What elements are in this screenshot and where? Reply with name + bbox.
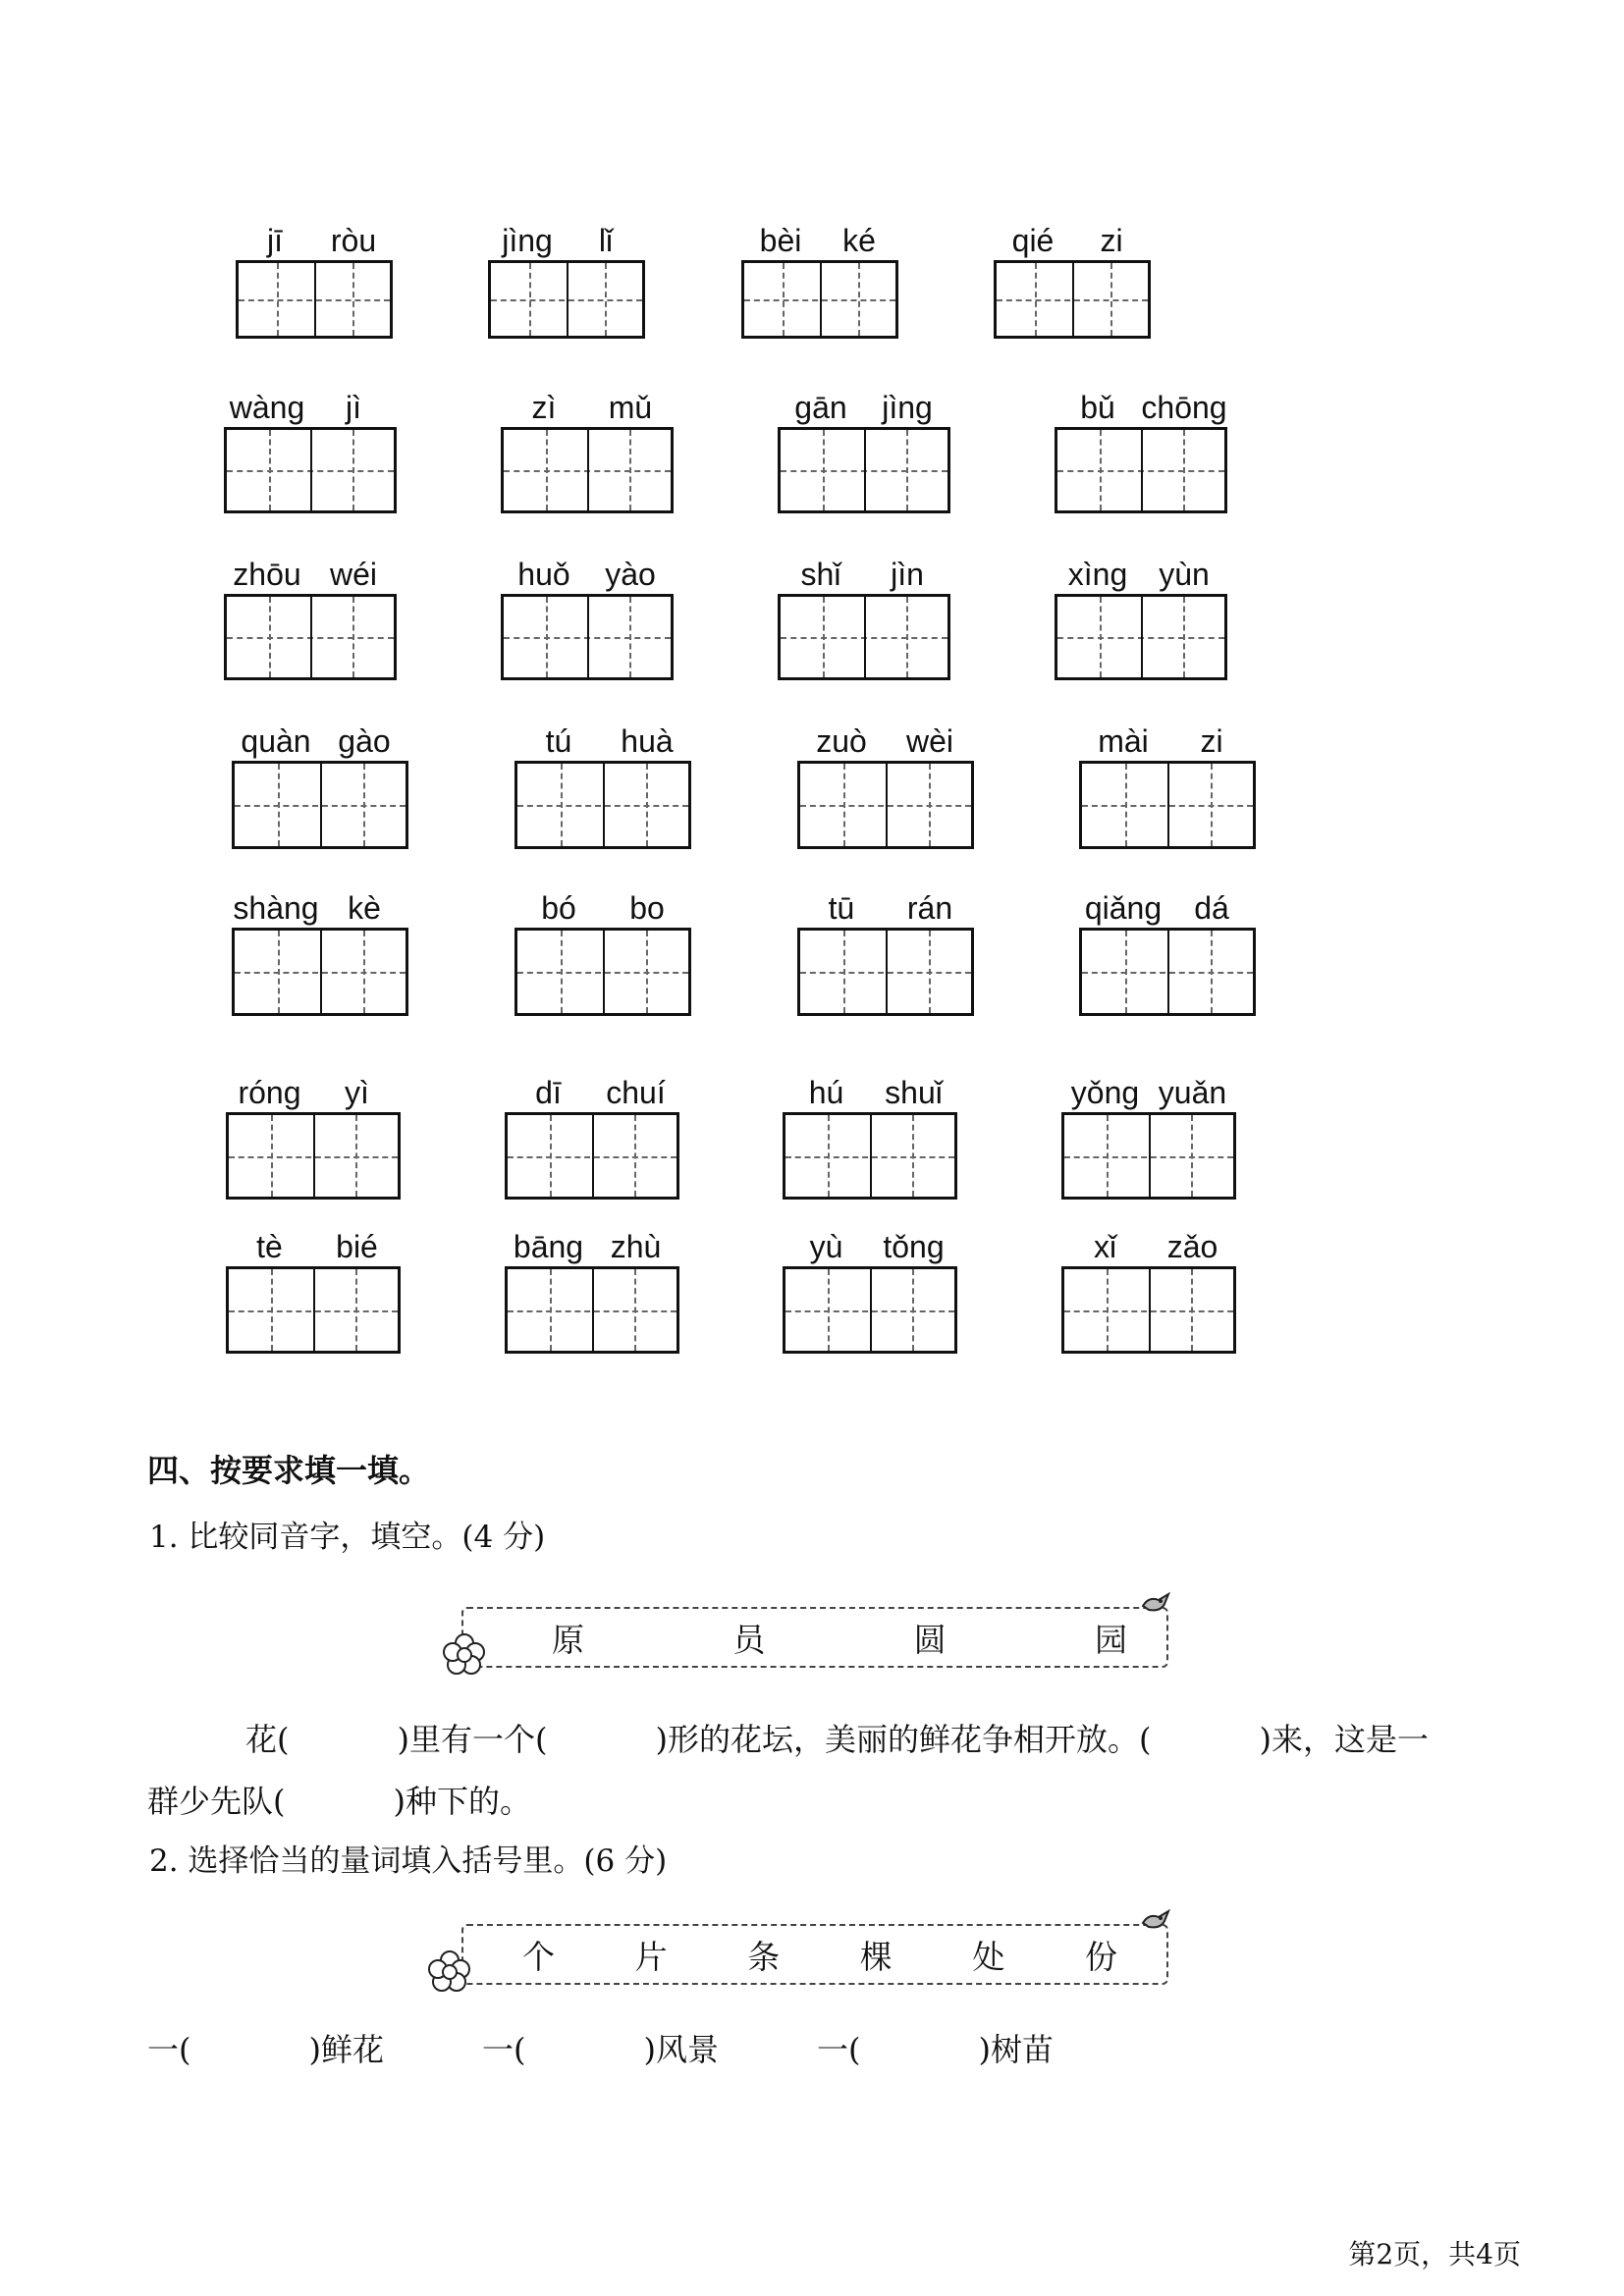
pinyin-syllable: zi (1200, 723, 1223, 759)
pinyin-syllable: hú (808, 1075, 844, 1110)
pinyin-syllable: ròu (330, 223, 377, 258)
text-fragment: )鲜花 (308, 2031, 384, 2068)
page-footer: 第2页，共4页 (1348, 2238, 1521, 2270)
pinyin-syllable: dá (1194, 890, 1229, 926)
tianzige-grid[interactable] (1055, 594, 1227, 680)
pinyin-syllable: zuò (816, 723, 867, 759)
pinyin-word (1061, 1073, 1236, 1210)
pinyin-syllable: jìng (502, 223, 553, 258)
pinyin-syllable: mǔ (608, 390, 653, 425)
text-fragment: 一( (147, 2031, 191, 2068)
question-2-label: 2. 选择恰当的量词填入括号里。(6 分) (149, 1843, 668, 1879)
pinyin-syllable: róng (238, 1075, 301, 1110)
text-fragment: 一( (817, 2031, 861, 2068)
option-character: 个 (522, 1937, 555, 1976)
pinyin-syllable: lǐ (598, 223, 614, 258)
pinyin-word (505, 1227, 679, 1364)
tianzige-grid[interactable] (505, 1266, 679, 1354)
text-fragment: )风景 (643, 2031, 719, 2068)
pinyin-syllable: bèi (759, 223, 802, 258)
pinyin-syllable: tū (828, 890, 855, 926)
pinyin-word (488, 221, 645, 358)
option-character: 园 (1094, 1620, 1127, 1659)
pinyin-word (1079, 721, 1256, 859)
homophone-box (461, 1607, 1168, 1668)
pinyin-word (514, 888, 691, 1026)
pinyin-syllable: yùn (1159, 557, 1210, 592)
flower-icon (442, 1631, 487, 1677)
tianzige-grid[interactable] (514, 761, 691, 849)
text-fragment: )树苗 (978, 2031, 1054, 2068)
text-fragment: )里有一个( (397, 1721, 548, 1758)
pinyin-syllable: zi (1100, 223, 1123, 258)
pinyin-syllable: zǎo (1166, 1229, 1218, 1264)
pinyin-syllable: huǒ (517, 557, 570, 592)
pinyin-syllable: rán (906, 890, 953, 926)
text-fragment: 一( (482, 2031, 526, 2068)
tianzige-grid[interactable] (226, 1266, 401, 1354)
pinyin-word (1079, 888, 1256, 1026)
pinyin-syllable: chuí (606, 1075, 666, 1110)
pinyin-syllable: zhōu (233, 557, 301, 592)
option-character: 原 (552, 1620, 584, 1659)
pinyin-syllable: wàng (229, 390, 305, 425)
pinyin-word (778, 388, 950, 525)
pinyin-syllable: shàng (233, 890, 319, 926)
pinyin-syllable: jì (346, 390, 361, 425)
section-title: 四、按要求填一填。 (147, 1452, 431, 1489)
tianzige-grid[interactable] (1055, 427, 1227, 513)
tianzige-grid[interactable] (232, 761, 408, 849)
pinyin-syllable: ké (842, 223, 876, 258)
tianzige-grid[interactable] (797, 761, 974, 849)
pinyin-word (1055, 388, 1227, 525)
tianzige-grid[interactable] (224, 594, 397, 680)
pinyin-word (797, 888, 974, 1026)
tianzige-grid[interactable] (741, 260, 898, 339)
pinyin-word (501, 555, 674, 692)
tianzige-grid[interactable] (994, 260, 1151, 339)
bird-icon (1139, 1590, 1172, 1616)
pinyin-syllable: mài (1098, 723, 1149, 759)
pinyin-syllable: wéi (329, 557, 377, 592)
option-character: 处 (972, 1937, 1005, 1976)
pinyin-word (783, 1073, 957, 1210)
pinyin-word (232, 721, 408, 859)
tianzige-grid[interactable] (236, 260, 393, 339)
pinyin-syllable: gào (338, 723, 391, 759)
pinyin-syllable: quàn (241, 723, 311, 759)
tianzige-grid[interactable] (1061, 1266, 1236, 1354)
pinyin-syllable: tǒng (883, 1229, 945, 1264)
pinyin-syllable: yù (809, 1229, 843, 1264)
pinyin-syllable: tú (545, 723, 572, 759)
pinyin-syllable: qiǎng (1084, 890, 1163, 926)
pinyin-syllable: yuǎn (1158, 1075, 1227, 1110)
pinyin-word (778, 555, 950, 692)
pinyin-syllable: yǒng (1070, 1075, 1140, 1110)
pinyin-word (1061, 1227, 1236, 1364)
pinyin-syllable: yào (605, 557, 656, 592)
text-fragment: 花( (245, 1721, 290, 1758)
pinyin-word (797, 721, 974, 859)
tianzige-grid[interactable] (488, 260, 645, 339)
pinyin-word (501, 388, 674, 525)
tianzige-grid[interactable] (232, 928, 408, 1016)
pinyin-syllable: jī (267, 223, 283, 258)
pinyin-syllable: huà (621, 723, 674, 759)
pinyin-word (994, 221, 1151, 358)
pinyin-word (236, 221, 393, 358)
option-character: 员 (732, 1620, 766, 1659)
pinyin-word (505, 1073, 679, 1210)
text-fragment: )形的花坛，美丽的鲜花争相开放。( (655, 1721, 1152, 1758)
pinyin-word (226, 1073, 401, 1210)
tianzige-grid[interactable] (224, 427, 397, 513)
pinyin-syllable: yì (345, 1075, 369, 1110)
tianzige-grid[interactable] (783, 1112, 957, 1200)
text-fragment: )来，这是一 (1259, 1721, 1429, 1758)
pinyin-word (232, 888, 408, 1026)
pinyin-syllable: bo (629, 890, 665, 926)
pinyin-word (741, 221, 898, 358)
pinyin-syllable: bié (336, 1229, 378, 1264)
q1-line-2 (147, 1777, 531, 1822)
pinyin-syllable: xǐ (1093, 1229, 1117, 1264)
flower-icon (427, 1949, 472, 1994)
pinyin-syllable: xìng (1067, 557, 1128, 592)
tianzige-grid[interactable] (797, 928, 974, 1016)
pinyin-syllable: jìn (891, 557, 924, 592)
option-character: 圆 (913, 1620, 947, 1659)
pinyin-syllable: tè (256, 1229, 283, 1264)
tianzige-grid[interactable] (783, 1266, 957, 1354)
tianzige-grid[interactable] (514, 928, 691, 1016)
tianzige-grid[interactable] (778, 427, 950, 513)
pinyin-syllable: zhù (610, 1229, 662, 1264)
tianzige-grid[interactable] (1061, 1112, 1236, 1200)
pinyin-word (783, 1227, 957, 1364)
pinyin-syllable: shuǐ (885, 1075, 943, 1110)
pinyin-syllable: kè (348, 890, 381, 926)
pinyin-word (1055, 555, 1227, 692)
pinyin-syllable: qié (1011, 223, 1055, 258)
pinyin-syllable: shǐ (800, 557, 841, 592)
tianzige-grid[interactable] (1079, 928, 1256, 1016)
pinyin-word (224, 555, 397, 692)
pinyin-word (226, 1227, 401, 1364)
pinyin-syllable: wèi (905, 723, 953, 759)
tianzige-grid[interactable] (501, 594, 674, 680)
pinyin-syllable: bāng (513, 1229, 584, 1264)
pinyin-word (514, 721, 691, 859)
pinyin-syllable: gān (794, 390, 847, 425)
pinyin-syllable: dī (535, 1075, 562, 1110)
option-character: 份 (1084, 1937, 1117, 1976)
pinyin-syllable: bǔ (1080, 390, 1115, 425)
pinyin-syllable: chōng (1141, 390, 1227, 425)
q2-line (147, 2025, 1054, 2070)
question-1-label: 1. 比较同音字，填空。(4 分) (149, 1520, 546, 1555)
tianzige-grid[interactable] (226, 1112, 401, 1200)
measure-word-box (461, 1924, 1168, 1985)
tianzige-grid[interactable] (505, 1112, 679, 1200)
pinyin-word (224, 388, 397, 525)
q1-line-1 (245, 1715, 1429, 1760)
text-fragment: )种下的。 (393, 1783, 531, 1820)
text-fragment: 群少先队( (147, 1783, 286, 1820)
tianzige-grid[interactable] (501, 427, 674, 513)
option-character: 片 (634, 1937, 668, 1976)
pinyin-syllable: zì (531, 390, 557, 425)
option-character: 条 (747, 1937, 781, 1976)
tianzige-grid[interactable] (778, 594, 950, 680)
tianzige-grid[interactable] (1079, 761, 1256, 849)
bird-icon (1139, 1907, 1172, 1933)
option-character: 棵 (859, 1937, 893, 1976)
pinyin-syllable: bó (541, 890, 576, 926)
pinyin-syllable: jìng (882, 390, 933, 425)
